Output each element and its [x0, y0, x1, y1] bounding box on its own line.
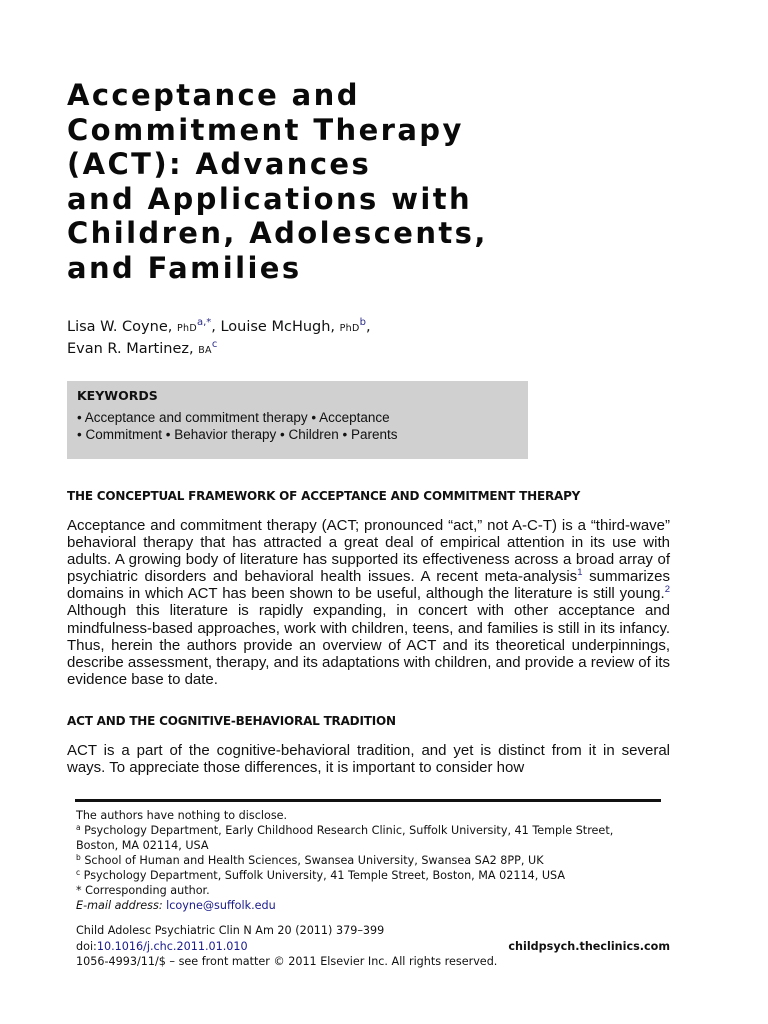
- author-line-1: [67, 317, 371, 339]
- affiliation-mark[interactable]: b: [359, 317, 366, 328]
- title-line: Commitment Therapy: [67, 112, 464, 147]
- affiliation-mark[interactable]: c: [211, 339, 218, 350]
- affiliation-mark: b: [76, 853, 81, 862]
- affiliation-a-cont: Boston, MA 02114, USA: [76, 839, 209, 852]
- affiliation-mark[interactable]: a,*: [196, 317, 212, 328]
- paragraph-text: Acceptance and commitment therapy (ACT; pronounced “act,” not A-C-T) is a “third-wave” behavioral therapy that has attracted a great deal of empirical attention in its use with adults. A growing body of literature has supported its effectiveness across a broad array of psychiatric disorders and behavioral health issues. A recent meta-analysis: [67, 517, 670, 586]
- copyright-line: [76, 954, 670, 970]
- copyright-text: 1056-4993/11/$ – see front matter © 2011 Elsevier Inc. All rights reserved.: [76, 955, 498, 968]
- affiliation-a: [76, 823, 613, 838]
- paragraph-text: Although this literature is rapidly expanding, in concert with other acceptance and mindfulness-based approaches, work with children, teens, and families is still in its infancy. Thus, herein the authors provide an overview of ACT and its theoretical underpinnings, describe assessment, therapy, and its adaptations with children, and provide a review of its evidence base to date.: [67, 602, 670, 688]
- separator: ,: [365, 319, 371, 335]
- author-degree: PhD: [176, 323, 197, 334]
- paragraph-text: summarizes domains in which ACT has been shown to be useful, although the literature is still young.: [67, 568, 670, 603]
- body-paragraph: [67, 517, 670, 688]
- affiliation-mark: a: [76, 823, 81, 832]
- author-list: [67, 317, 371, 361]
- affiliation-mark: c: [76, 868, 81, 877]
- email-line: [76, 898, 276, 913]
- disclosure-note: The authors have nothing to disclose.: [76, 809, 288, 822]
- doi-line: [76, 939, 670, 955]
- title-line: and Applications with: [67, 181, 473, 216]
- email-link[interactable]: lcoyne@suffolk.edu: [166, 899, 276, 912]
- affiliation-b: [76, 853, 544, 868]
- affiliation-text: School of Human and Health Sciences, Swansea University, Swansea SA2 8PP, UK: [80, 854, 544, 867]
- doi-link[interactable]: 10.1016/j.chc.2011.01.010: [96, 939, 248, 953]
- body-paragraph: [67, 742, 670, 776]
- affiliation-text: Psychology Department, Suffolk University, 41 Temple Street, Boston, MA 02114, USA: [80, 869, 565, 882]
- affiliation-text: Psychology Department, Early Childhood Research Clinic, Suffolk University, 41 Temple Street,: [80, 824, 614, 837]
- affiliation-c: [76, 868, 565, 883]
- keywords-line: • Commitment • Behavior therapy • Children • Parents: [77, 427, 398, 442]
- reference-link[interactable]: 1: [577, 567, 583, 579]
- footnote-divider: [75, 799, 661, 802]
- doi-label: doi:: [76, 939, 97, 953]
- corresponding-author-note: * Corresponding author.: [76, 884, 210, 897]
- section-heading: ACT AND THE COGNITIVE-BEHAVIORAL TRADITION: [67, 714, 396, 728]
- keywords-line: • Acceptance and commitment therapy • Acceptance: [77, 410, 390, 425]
- separator: ,: [211, 319, 216, 335]
- title-line: (ACT): Advances: [67, 147, 372, 181]
- author-degree: PhD: [339, 323, 360, 334]
- reference-link[interactable]: 2: [664, 584, 670, 596]
- title-line: Acceptance and: [67, 78, 360, 112]
- journal-citation: Child Adolesc Psychiatric Clin N Am 20 (2011) 379–399: [76, 924, 385, 937]
- author-name: Evan R. Martinez,: [67, 341, 194, 357]
- email-label: E-mail address:: [76, 899, 163, 912]
- citation-line: [76, 923, 670, 939]
- journal-info: [76, 923, 670, 970]
- title-line: Children, Adolescents,: [67, 216, 488, 250]
- keywords-box: [67, 381, 528, 459]
- author-degree: BA: [198, 345, 212, 356]
- journal-site[interactable]: childpsych.theclinics.com: [508, 939, 670, 953]
- author-name: Lisa W. Coyne,: [67, 319, 173, 335]
- author-line-2: [67, 339, 371, 361]
- title-line: and Families: [67, 250, 302, 285]
- section-heading: THE CONCEPTUAL FRAMEWORK OF ACCEPTANCE AND COMMITMENT THERAPY: [67, 489, 581, 503]
- paragraph-text: ACT is a part of the cognitive-behavioral tradition, and yet is distinct from it in several ways. To appreciate those differences, it is important to consider how: [67, 742, 670, 777]
- article-title: [67, 78, 627, 285]
- keywords-title: KEYWORDS: [77, 388, 158, 403]
- author-name: Louise McHugh,: [220, 319, 336, 335]
